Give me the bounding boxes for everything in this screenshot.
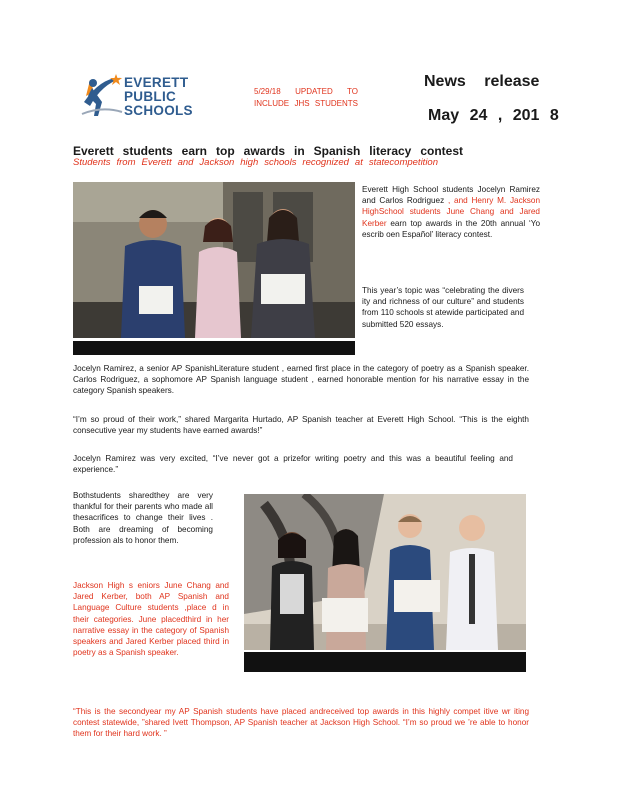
update-note: 5/29/18 UPDATED TO INCLUDE JHS STUDENTS	[254, 87, 358, 108]
headline: Everett students earn top awards in Spanish literacy contest	[73, 144, 463, 158]
hurtado-quote-paragraph: “I’m so proud of their work,” shared Margarita Hurtado, AP Spanish teacher at Everett High School. “This is the eighth consecutive year my students have earned awards!”	[73, 415, 529, 436]
photo-jackson-students	[244, 494, 526, 650]
photo-caption-bar	[73, 341, 355, 355]
intro-paragraph	[362, 184, 540, 240]
release-date: May 24 , 201 8	[428, 107, 559, 124]
intro-text-end: earn top awards in the 20th annual ‘Yo escrib oen Español’ literacy contest.	[362, 218, 540, 239]
photo-caption-bar	[244, 652, 526, 672]
logo-line: SCHOOLS	[124, 103, 193, 118]
thompson-quote-paragraph: “This is the secondyear my AP Spanish students have placed andreceived top awards in this highly compet itive wr iting contest statewide, ”shared Ivett Thompson, AP Spanish teacher at Jackson High School. “I’m so proud we ’re able to honor them for their hard work. ”	[73, 707, 529, 739]
logo-line: PUBLIC	[124, 89, 177, 104]
photo-everett-students	[73, 182, 355, 338]
subheadline: Students from Everett and Jackson high schools recognized at statecompetition	[73, 157, 438, 168]
intro-jackson-text: , and Henry M. Jackson HighSchool students June Chang and Jared Kerber	[362, 196, 540, 228]
intro-text: Everett High School students Jocelyn Ramirez and Carlos Rodriguez	[362, 185, 540, 206]
topic-paragraph: This year’s topic was “celebrating the divers ity and richness of our culture” and students from 110 schools st atewide participated and submitted 520 essays.	[362, 286, 524, 329]
news-release-label: News release	[424, 73, 540, 90]
logo-wordmark	[124, 76, 193, 118]
everett-public-schools-logo-icon	[80, 72, 124, 122]
jackson-paragraph: Jackson High s eniors June Chang and Jared Kerber, both AP Spanish and Language Culture students ,place d in their categories. June placedthird in her narrative essay in the category of Spanish speakers and Jared Kerber placed third in poetry as a Spanish speaker.	[73, 581, 229, 658]
thankful-paragraph: Bothstudents sharedthey are very thankful for their parents who made all thesacrifices to change their lives . Both are dreaming of becoming profession als to honor them.	[73, 491, 213, 545]
excited-paragraph: Jocelyn Ramirez was very excited, “I’ve never got a prizefor writing poetry and this was a beautiful feeling and experience.”	[73, 454, 513, 475]
logo-line: EVERETT	[124, 75, 189, 90]
jocelyn-paragraph: Jocelyn Ramirez, a senior AP SpanishLiterature student , earned first place in the category of poetry as a Spanish speaker. Carlos Rodriguez, a sophomore AP Spanish language student , earned honorable mention for his narrative essay in the category Spanish speakers.	[73, 364, 529, 396]
